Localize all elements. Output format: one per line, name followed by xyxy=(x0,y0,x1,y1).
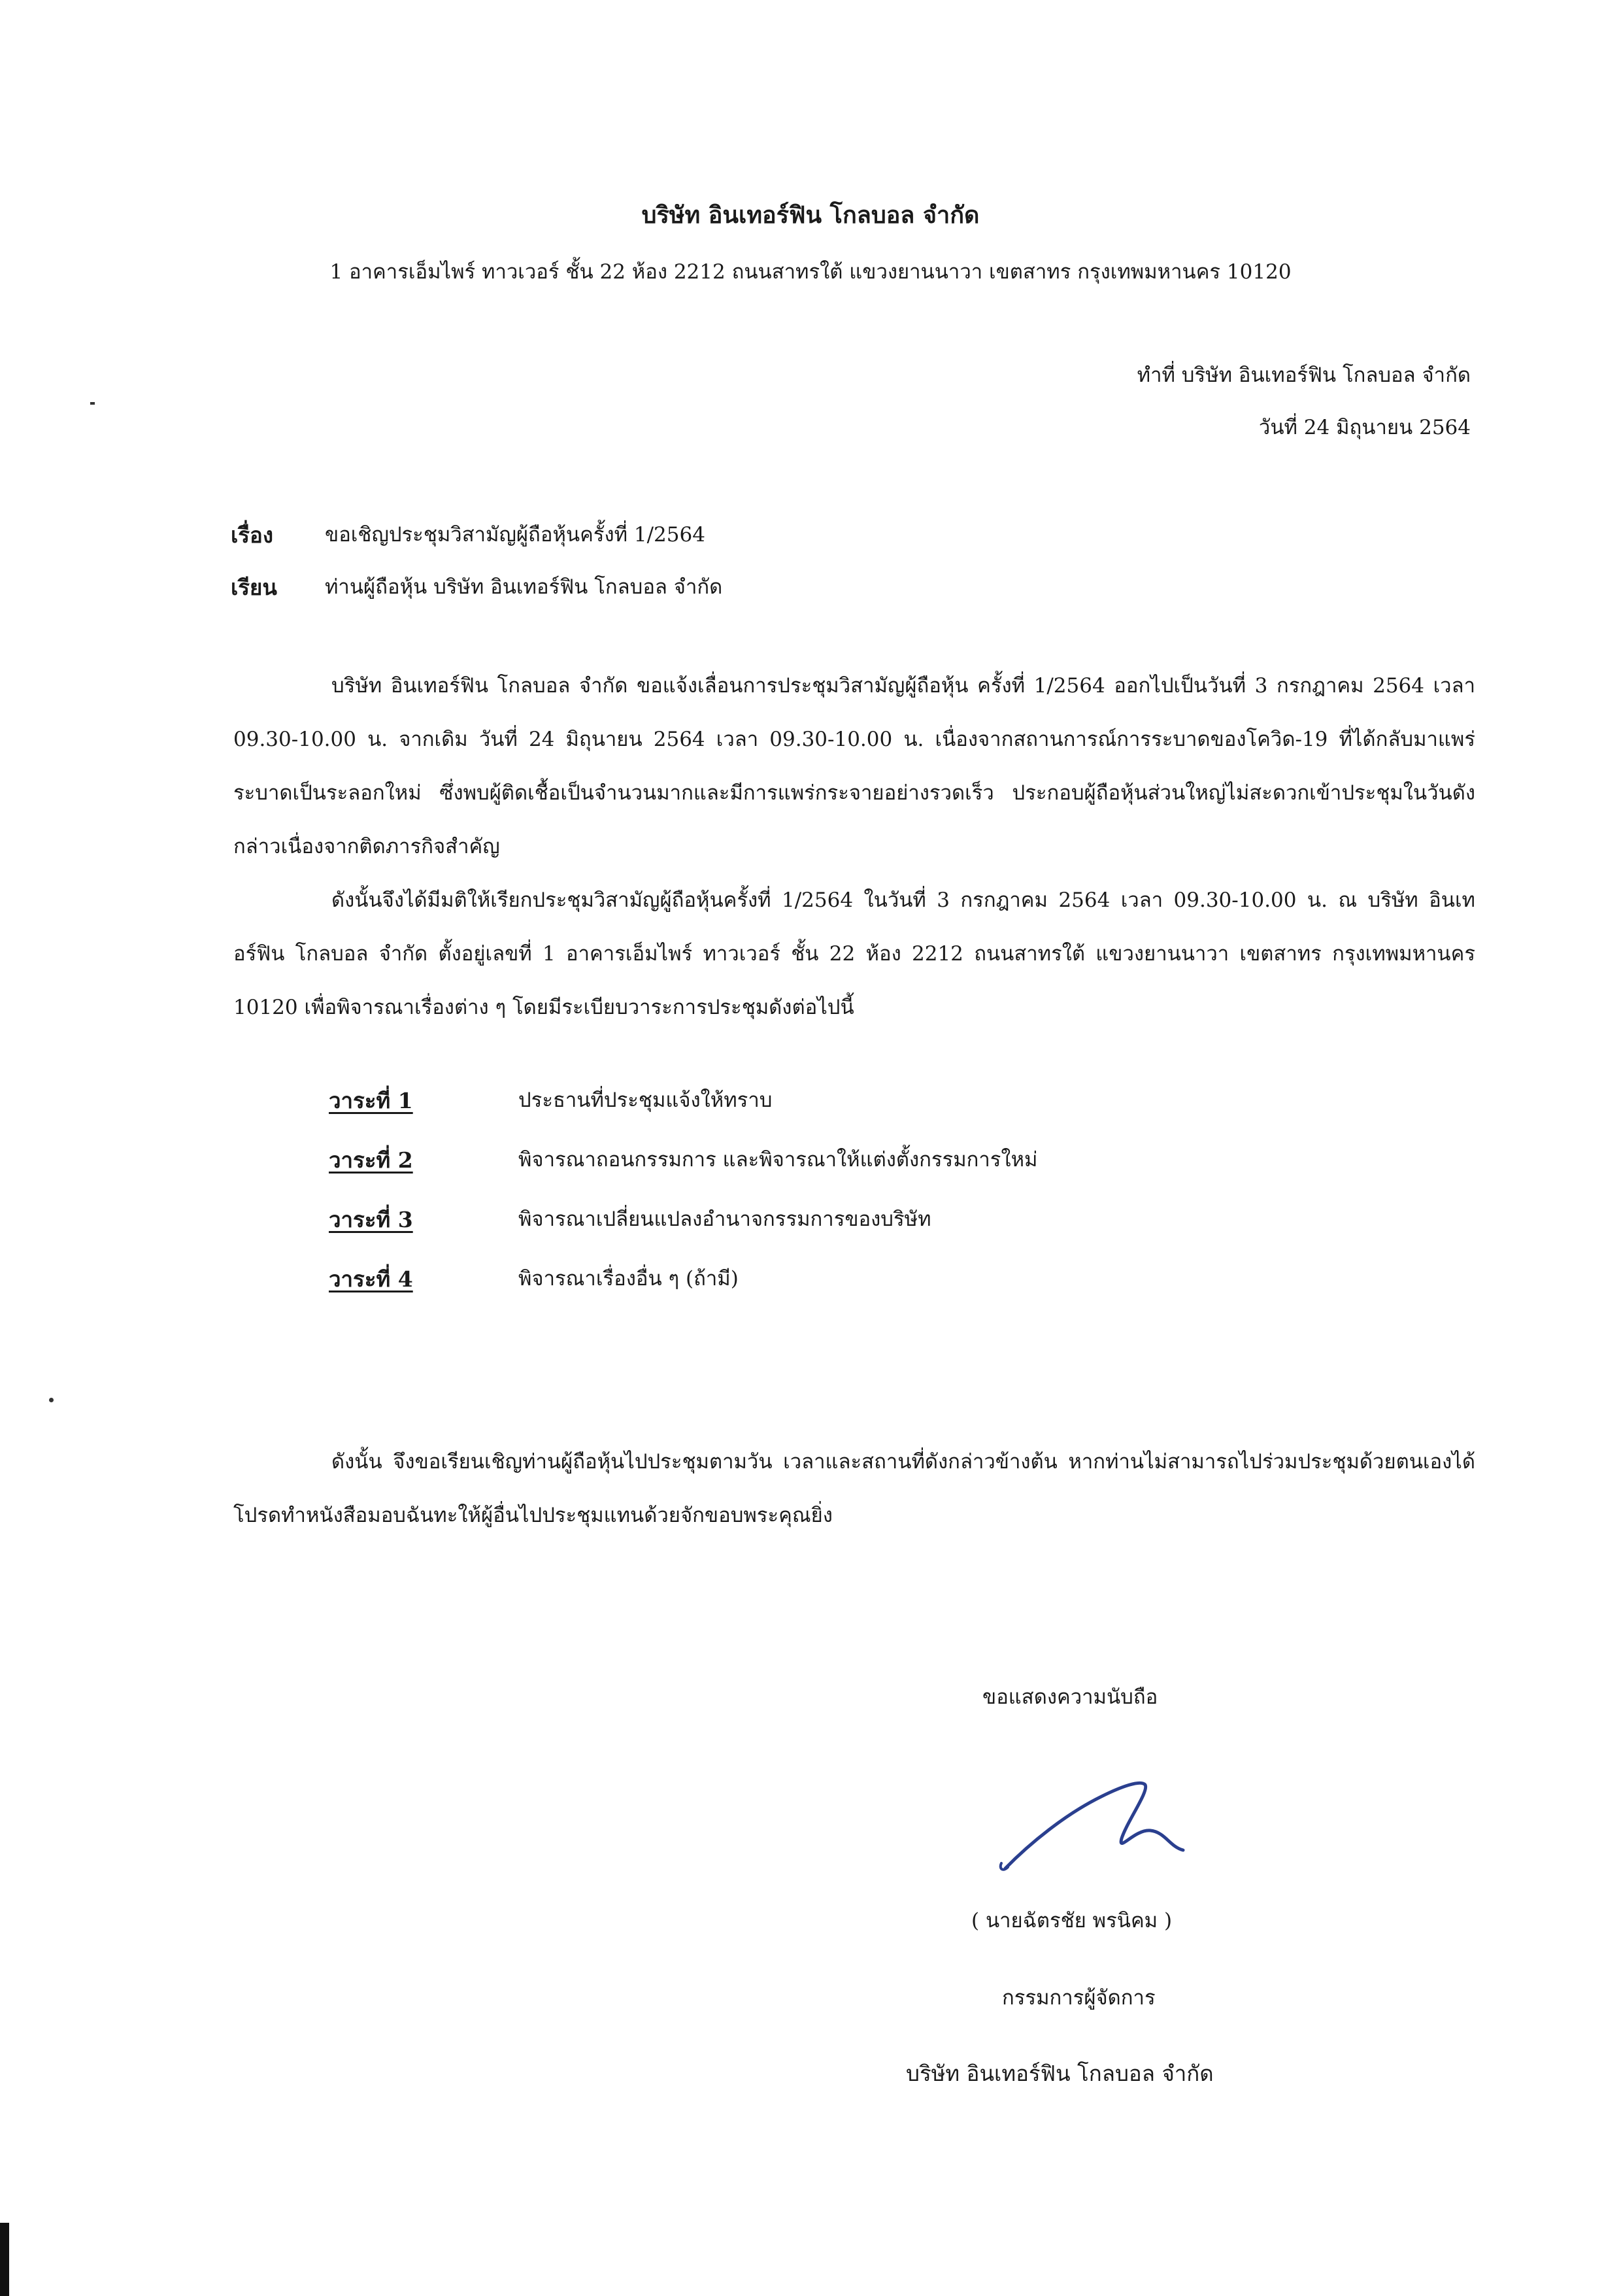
agenda-number-1: วาระที่ 1 xyxy=(329,1088,413,1113)
subject-label: เรื่อง xyxy=(231,522,273,548)
conclusion-text: ดังนั้น จึงขอเรียนเชิญท่านผู้ถือหุ้นไปประชุมตามวัน เวลาและสถานที่ดังกล่าวข้างต้น หากท่านไม่สามารถไปร่วมประชุมด้วยตนเองได้ โปรดทำหนังสือมอบฉันทะให้ผู้อื่นไปประชุมแทนด้วยจักขอบพระคุณยิ่ง xyxy=(233,1450,1475,1527)
agenda-text-3: พิจารณาเปลี่ยนแปลงอำนาจกรรมการของบริษัท xyxy=(518,1207,931,1231)
body-paragraphs xyxy=(233,659,1475,1034)
agenda-number-2: วาระที่ 2 xyxy=(329,1147,413,1173)
subject-value: ขอเชิญประชุมวิสามัญผู้ถือหุ้นครั้งที่ 1/2564 xyxy=(325,523,705,547)
conclusion-paragraph xyxy=(233,1435,1475,1542)
signatory-company: บริษัท อินเทอร์ฟิน โกลบอล จำกัด xyxy=(906,2061,1214,2086)
agenda-number-3: วาระที่ 3 xyxy=(329,1207,413,1232)
recipient-label: เรียน xyxy=(231,575,277,600)
scan-edge-mark xyxy=(0,2223,9,2296)
scan-speck xyxy=(90,402,95,405)
closing-salutation: ขอแสดงความนับถือ xyxy=(982,1685,1158,1709)
issued-date: วันที่ 24 มิถุนายน 2564 xyxy=(1258,416,1471,439)
signatory-name: ( นายฉัตรชัย พรนิคม ) xyxy=(971,1909,1173,1933)
body-paragraph-2: ดังนั้นจึงได้มีมติให้เรียกประชุมวิสามัญผู้ถือหุ้นครั้งที่ 1/2564 ในวันที่ 3 กรกฎาคม 2564 เวลา 09.30-10.00 น. ณ บริษัท อินเทอร์ฟิน โกลบอล จำกัด ตั้งอยู่เลขที่ 1 อาคารเอ็มไพร์ ทาวเวอร์ ชั้น 22 ห้อง 2212 ถนนสาทรใต้ แขวงยานนาวา เขตสาทร กรุงเทพมหานคร 10120 เพื่อพิจารณาเรื่องต่าง ๆ โดยมีระเบียบวาระการประชุมดังต่อไปนี้ xyxy=(233,888,1475,1019)
signatory-title: กรรมการผู้จัดการ xyxy=(1002,1986,1156,2010)
company-title: บริษัท อินเทอร์ฟิน โกลบอล จำกัด xyxy=(641,201,980,229)
agenda-text-2: พิจารณาถอนกรรมการ และพิจารณาให้แต่งตั้งกรรมการใหม่ xyxy=(518,1148,1038,1172)
scan-speck xyxy=(49,1398,54,1402)
issued-place: ทำที่ บริษัท อินเทอร์ฟิน โกลบอล จำกัด xyxy=(1137,363,1471,387)
signature-mark xyxy=(994,1765,1190,1876)
company-address: 1 อาคารเอ็มไพร์ ทาวเวอร์ ชั้น 22 ห้อง 2212 ถนนสาทรใต้ แขวงยานนาวา เขตสาทร กรุงเทพมหานคร 10120 xyxy=(329,260,1292,284)
recipient-value: ท่านผู้ถือหุ้น บริษัท อินเทอร์ฟิน โกลบอล จำกัด xyxy=(325,575,723,599)
agenda-text-4: พิจารณาเรื่องอื่น ๆ (ถ้ามี) xyxy=(518,1267,739,1291)
agenda-text-1: ประธานที่ประชุมแจ้งให้ทราบ xyxy=(518,1089,773,1112)
agenda-number-4: วาระที่ 4 xyxy=(329,1266,413,1292)
body-paragraph-1: บริษัท อินเทอร์ฟิน โกลบอล จำกัด ขอแจ้งเลื่อนการประชุมวิสามัญผู้ถือหุ้น ครั้งที่ 1/2564 ออกไปเป็นวันที่ 3 กรกฎาคม 2564 เวลา 09.30-10.00 น. จากเดิม วันที่ 24 มิถุนายน 2564 เวลา 09.30-10.00 น. เนื่องจากสถานการณ์การระบาดของโควิด-19 ที่ได้กลับมาแพร่ระบาดเป็นระลอกใหม่ ซึ่งพบผู้ติดเชื้อเป็นจำนวนมากและมีการแพร่กระจายอย่างรวดเร็ว ประกอบผู้ถือหุ้นส่วนใหญ่ไม่สะดวกเข้าประชุมในวันดังกล่าวเนื่องจากติดภารกิจสำคัญ xyxy=(233,674,1475,858)
